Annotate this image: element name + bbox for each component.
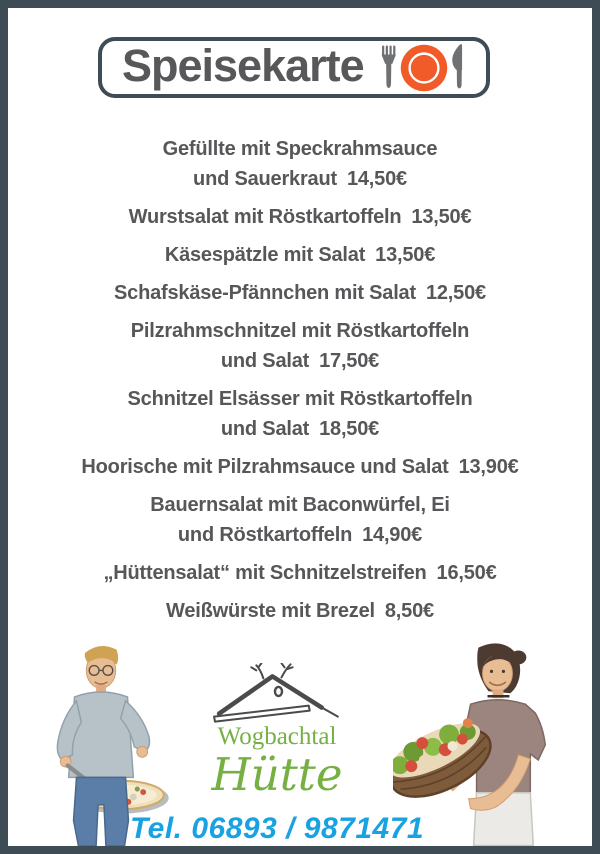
- menu-item: [129, 202, 472, 232]
- menu-item-line: [131, 316, 469, 346]
- dish-price: 17,50€: [319, 350, 380, 372]
- menu-item-line: [114, 278, 486, 308]
- dish-price: 14,90€: [362, 524, 423, 546]
- menu-item: [131, 316, 469, 376]
- menu-list: [8, 134, 592, 626]
- dish-name: Bauernsalat mit Baconwürfel, Ei: [150, 494, 450, 516]
- dish-name: Wurstsalat mit Röstkartoffeln: [128, 206, 402, 228]
- dish-name: und Salat: [220, 418, 310, 440]
- menu-item-line: [165, 240, 435, 270]
- dish-price: 16,50€: [436, 562, 497, 584]
- header-box: [98, 37, 490, 98]
- brand-name-valley: Wogbachtal: [217, 723, 337, 750]
- fork-icon: [382, 46, 395, 87]
- dish-price: 12,50€: [425, 282, 486, 304]
- menu-item-line: [81, 452, 518, 482]
- dish-name: „Hüttensalat“ mit Schnitzelstreifen: [103, 562, 427, 584]
- dish-price: 18,50€: [319, 418, 380, 440]
- menu-item: [103, 558, 496, 588]
- menu-item-line: [128, 414, 473, 444]
- menu-item-line: [166, 596, 434, 626]
- menu-item: [114, 278, 486, 308]
- menu-item: [81, 452, 518, 482]
- dish-name: Gefüllte mit Speckrahmsauce: [162, 138, 438, 160]
- dish-name: und Salat: [220, 350, 310, 372]
- dish-name: Weißwürste mit Brezel: [166, 600, 375, 622]
- menu-item-line: [131, 346, 469, 376]
- knife-icon: [453, 44, 462, 87]
- waitress-with-salad-basket-illustration: [393, 641, 592, 846]
- dish-name: Käsespätzle mit Salat: [164, 244, 366, 266]
- dish-name: und Röstkartoffeln: [177, 524, 353, 546]
- menu-item-line: [150, 520, 449, 550]
- dish-name: Schnitzel Elsässer mit Röstkartoffeln: [127, 388, 473, 410]
- hut-with-antlers-icon: [207, 663, 353, 726]
- menu-item-line: [129, 202, 472, 232]
- menu-item-line: [150, 490, 449, 520]
- menu-item: [165, 240, 435, 270]
- menu-item-line: [163, 164, 438, 194]
- menu-item: [150, 490, 449, 550]
- dish-price: 13,90€: [458, 456, 519, 478]
- dish-price: 13,50€: [411, 206, 472, 228]
- dish-name: und Sauerkraut: [193, 168, 337, 190]
- plate-icon: [401, 44, 447, 90]
- dish-price: 13,50€: [375, 244, 436, 266]
- dish-price: 8,50€: [384, 600, 434, 622]
- menu-item: [166, 596, 434, 626]
- menu-item: [163, 134, 438, 194]
- brand-name-huette: Hütte: [211, 748, 343, 801]
- page-title: Speisekarte: [122, 40, 364, 91]
- dish-price: 14,50€: [346, 168, 407, 190]
- dish-name: Hoorische mit Pilzrahmsauce und Salat: [81, 456, 449, 478]
- menu-item-line: [103, 558, 496, 588]
- menu-item-line: [163, 134, 438, 164]
- phone-number: Tel. 06893 / 9871471: [129, 812, 425, 845]
- menu-item-line: [128, 384, 473, 414]
- dish-name: Pilzrahmschnitzel mit Röstkartoffeln: [130, 320, 470, 342]
- fork-plate-knife-icon: [376, 42, 472, 94]
- menu-item: [128, 384, 473, 444]
- dish-name: Schafskäse-Pfännchen mit Salat: [114, 282, 416, 304]
